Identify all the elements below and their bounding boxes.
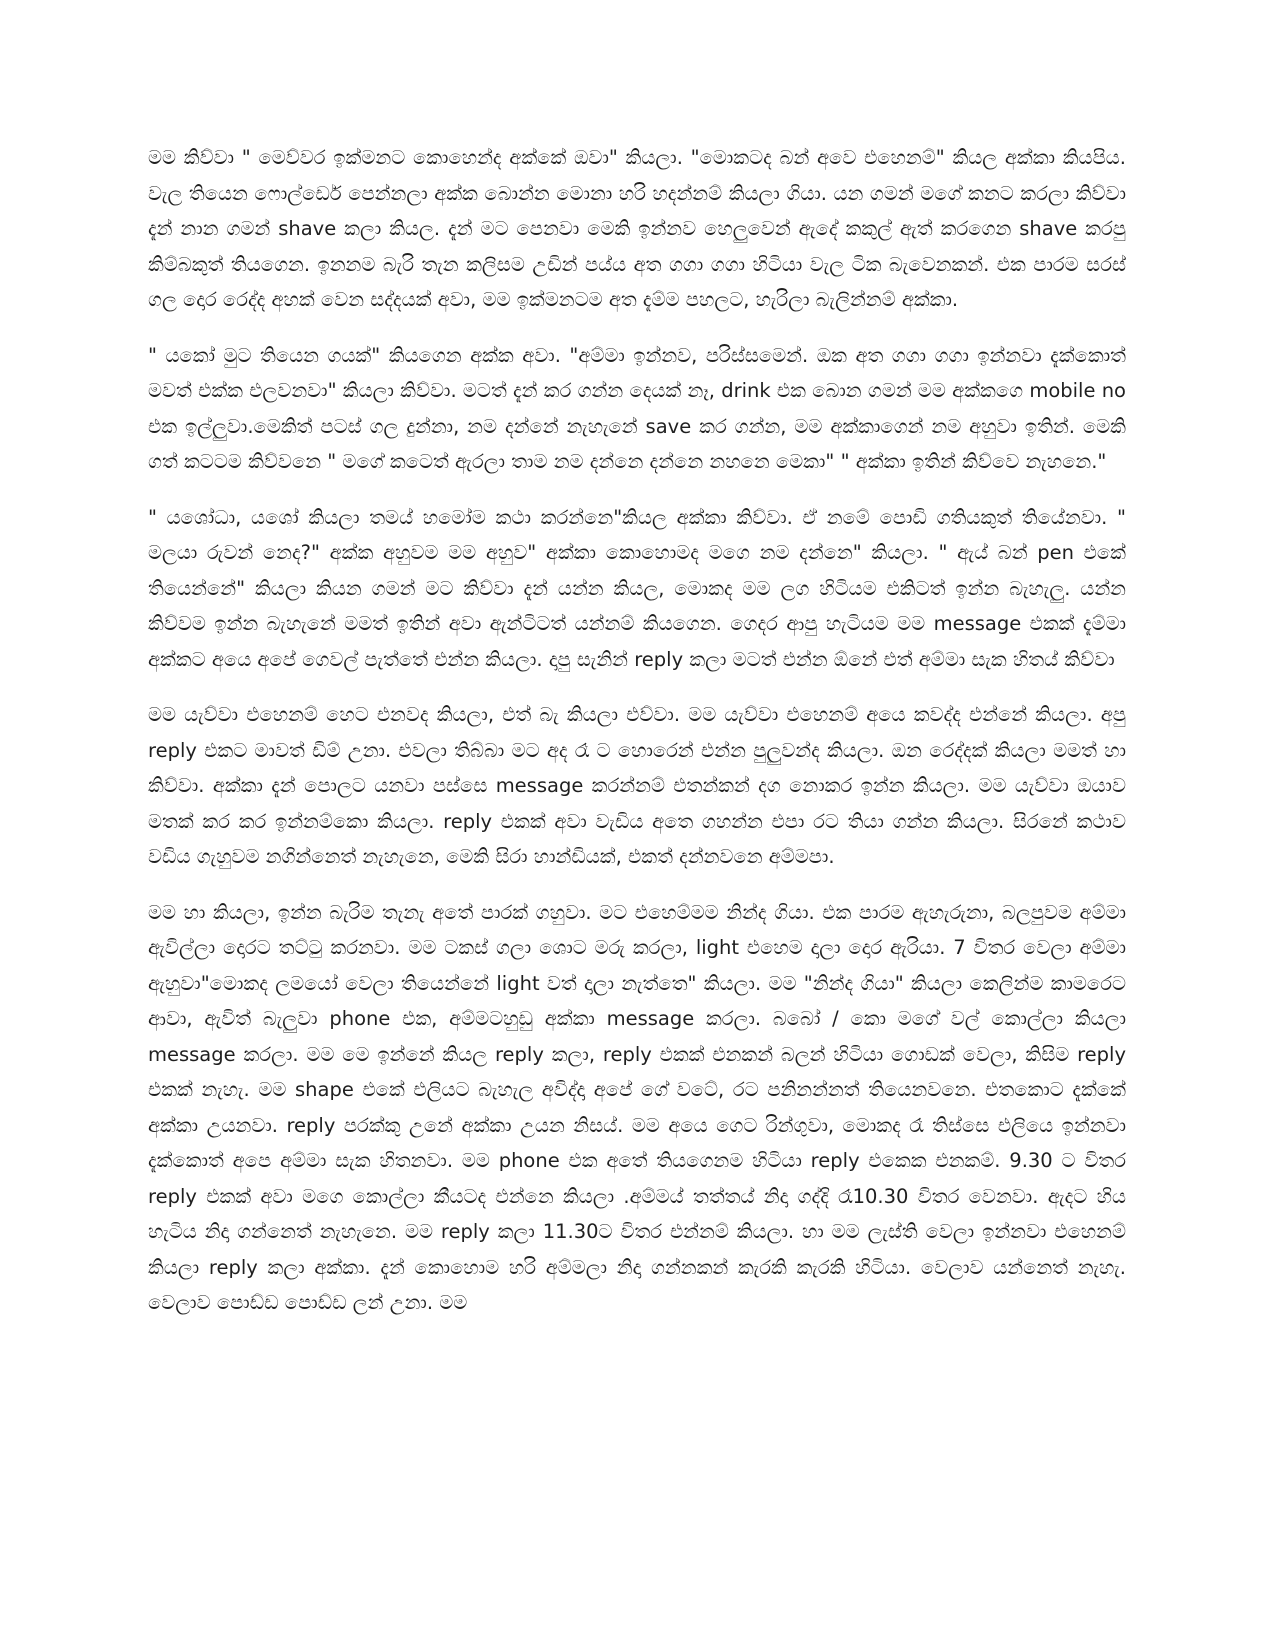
- paragraph: මම කිව්වා " මෙව්වර ඉක්මනට කොහෙන්ද අක්කේ ඔවා" කියලා. "මොකටද බන් අවෙ එහෙනම්" කියල අක්කා කියපිය. වැල තියෙන ෆොල්ඩෙර් පෙන්නලා අක්ක බොන්න මොනා හරි හදන්නම් කියලා ගියා. යන ගමන් මගේ කනට කරලා කිව්වා දැන් නාන ගමන් shave කලා කියල. දැන් මට පෙනවා මෙකි ඉන්නව හෙලුවෙන් ඇදේ කකුල් ඇත් කරගෙන shave කරපු කිම්බකුත් තියගෙන. ඉනනම බැරි තැන කලිසම උඩින් පය්ය අත ගගා ගගා හිටියා වැල ටික බැවෙනකන්. එක පාරම සරස් ගල දොර රෙද්ද අහක් වෙන සද්දයක් අවා, මම ඉක්මනටම අත දැම්ම පහලට, හැරිලා බැලින්නම් අක්කා.: [148, 146, 1126, 311]
- paragraph: " යශෝධා, යශෝ කියලා තමය් හමෝම කථා කරන්නෙ"කියල අක්කා කිව්වා. ඒ නමේ පොඩි ගතියකුත් තියේනවා. " මලයා රුවන් නෙද?" අක්ක අහුවම මම අහුව" අක්කා කොහොමද මගෙ නම දන්නෙ" කියලා. " ඇය් බන් pen එකේ තියෙන්නේ" කියලා කියන ගමන් මට කිව්වා දැන් යන්න කියල, මොකද මම ලග හිටියම එකිටත් ඉන්න බැහැලු. යන්න කිව්වම ඉන්න බැහැනේ මමත් ඉතින් අවා ඇන්ටිටත් යන්නම් කියගෙන. ගෙදර ආපු හැටියම මම message එකක් දැම්මා අක්කට අයෙ අපේ ගෙවල් පැත්තේ එන්න කියලා. දාපු සැනින් reply කලා මටත් එන්න ඕනේ එත් අම්මා සැක හිතය් කිව්වා: [148, 505, 1126, 671]
- paragraph: මම හා කියලා, ඉන්න බැරිම තැනැ අතේ පාරක් ගහුවා. මට එහෙම්මම නින්ද ගියා. එක පාරම ඇහැරුනා, බලපුවම අම්මා ඇවිල්ලා දොරට තට්ටු කරනවා. මම ටකස් ගලා ශොට මරු කරලා, light එහෙම දාලා දොර ඇරියා. 7 විතර වෙලා අම්මා ඇහුවා"මොකද ලමයෝ වෙලා තියෙන්නේ light වත් දාලා නැත්තෙ" කියලා. මම "නින්ද ගියා" කියලා කෙලින්ම කාමරෙට ආවා, ඇවිත් බැලුවා phone එක, අම්මටහුඩු අක්කා message කරලා. බබෝ / කො මගේ වල් කොල්ලා කියලා message කරලා. මම මෙ ඉන්නේ කියල reply කලා, reply එකක් එනකන් බලන් හිටියා ගොඩක් වෙලා, කිසිම reply එකක් නැහැ. මම shape එකේ එලියට බැහැල අවිද්දා අපේ ගේ වටේ, රට පනිනන්නත් තියෙනවනෙ. එතකොට දැක්කේ අක්කා උයනවා. reply පරක්කු උනේ අක්කා උයන නිසය්. මම අයෙ ගෙට රින්ගුවා, මොකද රෑ තිස්සෙ එලියෙ ඉන්නවා දැක්කොත් අපෙ අම්මා සැක හිතනවා. මම phone එක අතේ තියගෙනම හිටියා reply එකෙක එනකම්. 9.30 ට විතර reply එකක් අවා මගෙ කොල්ලා කීයටද එන්නෙ කියලා .අම්මය් තත්තය් නිදා ගද්දි රෑ10.30 විතර වෙනවා. ඇදට හිය හැටිය නිදා ගන්නෙත් නැහැනෙ. මම reply කලා 11.30ට විතර එන්නම් කියලා. හා මම ලැස්ති වෙලා ඉන්නවා එහෙනම් කියලා reply කලා අක්කා. දැන් කොහොම හරි අම්මලා නිදා ගන්නකන් කැරකි කැරකි හිටියා. වෙලාව යන්නෙත් නැහැ. වෙලාව පොඩ්ඩ පොඩ්ඩ ලන් උනා. මම: [148, 900, 1127, 1314]
- paragraph: මම යැව්වා එහෙනම් හෙට එනවද කියලා, එත් බැ කියලා එව්වා. මම යැව්වා එහෙනම් අයෙ කවද්ද එන්නේ කියලා. අපු reply එකට මාවත් ඩිම් උනා. එවලා තිබ්බා මට අද රෑ ට හොරෙන් එන්න පුලුවන්ද කියලා. ඔන රෙද්දක් කියලා මමත් හා කිව්වා. අක්කා දැන් පොලට යනවා පස්සෙ message කරන්නම් එතන්කන් දග නොකර ඉන්න කියලා. මම යැව්වා ඔයාව මතක් කර කර ඉන්නම්කො කියලා. reply එකක් අවා වැඩිය අතෙ ගහන්න එපා රට තියා ගන්න කියලා. සිරනේ කථාව වඩිය ගැහුවම නගින්නෙත් නැහැනෙ, මෙකි සිරා හාන්ඩියක්, එකත් දන්නවනෙ අම්මපා.: [148, 703, 1126, 868]
- paragraph: " යකෝ මුට තියෙන ගයක්" කියගෙන අක්ක අවා. "අම්මා ඉන්නව, පරිස්සමෙන්. ඔක අත ගගා ගගා ඉන්නවා දැක්කොත් මවත් එක්ක එලවනවා" කියලා කිව්වා. මටත් දැන් කර ගන්න දෙයක් නෑ, drink එක බොන ගමන් මම අක්කගෙ mobile no එක ඉල්ලුවා.මෙකිත් පටස් ගල දුන්නා, නම දන්නේ නැහැනේ save කර ගන්න, මම අක්කාගෙන් නම අහුවා ඉතින්. මෙකි ගත් කටටම කිව්වනෙ " මගේ කටෙත් ඇරලා තාම නම දන්නෙ දන්නෙ නහනෙ මෙකා" " අක්කා ඉතින් කිව්වෙ නැහනෙ.": [148, 343, 1126, 473]
- body-text: [148, 140, 1126, 1341]
